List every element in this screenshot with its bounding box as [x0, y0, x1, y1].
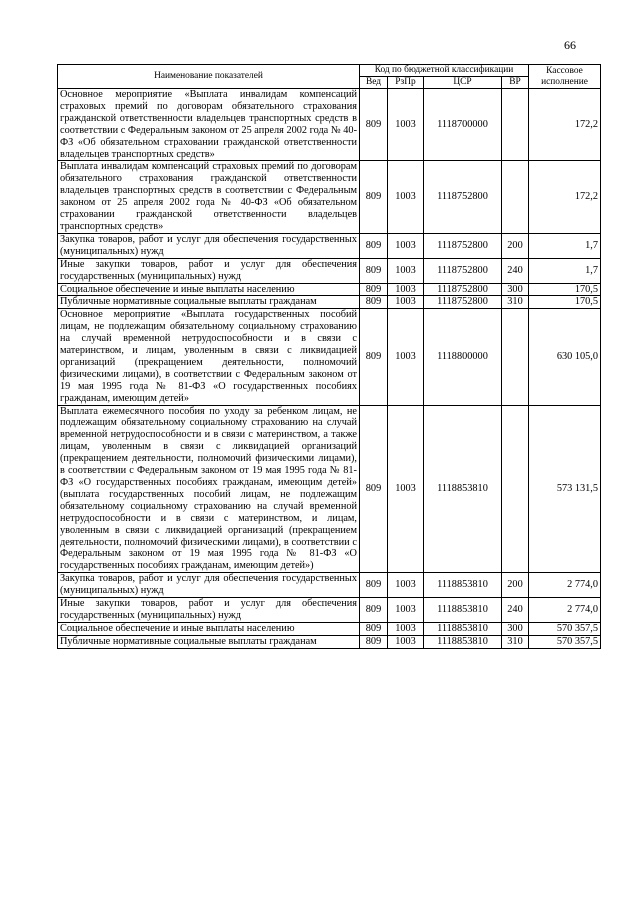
table-row [58, 622, 601, 635]
row-csr: 1118752800 [424, 161, 502, 233]
row-ved: 809 [360, 89, 388, 161]
row-name: Публичные нормативные социальные выплаты гражданам [58, 635, 360, 648]
row-name: Закупка товаров, работ и услуг для обеспечения государственных (муниципальных) нужд [58, 233, 360, 258]
row-ved: 809 [360, 635, 388, 648]
row-rzpr: 1003 [388, 598, 424, 623]
row-ved: 809 [360, 258, 388, 283]
row-rzpr: 1003 [388, 296, 424, 309]
table-header [58, 65, 601, 89]
row-amount: 170,5 [529, 283, 601, 296]
row-vr: 310 [502, 635, 529, 648]
row-name: Социальное обеспечение и иные выплаты населению [58, 283, 360, 296]
row-csr: 1118853810 [424, 598, 502, 623]
row-rzpr: 1003 [388, 89, 424, 161]
row-amount: 172,2 [529, 89, 601, 161]
row-ved: 809 [360, 283, 388, 296]
table-row [58, 296, 601, 309]
row-name: Социальное обеспечение и иные выплаты населению [58, 622, 360, 635]
row-name: Публичные нормативные социальные выплаты гражданам [58, 296, 360, 309]
row-ved: 809 [360, 309, 388, 405]
header-name: Наименование показателей [58, 65, 360, 89]
table-row [58, 233, 601, 258]
row-amount: 570 357,5 [529, 635, 601, 648]
row-csr: 1118752800 [424, 296, 502, 309]
row-vr: 200 [502, 573, 529, 598]
row-ved: 809 [360, 161, 388, 233]
row-rzpr: 1003 [388, 405, 424, 573]
row-ved: 809 [360, 296, 388, 309]
table-row [58, 89, 601, 161]
row-csr: 1118752800 [424, 258, 502, 283]
row-vr: 300 [502, 622, 529, 635]
row-name: Основное мероприятие «Выплата инвалидам компенсаций страховых премий по договорам обязательного страхования гражданской ответственности владельцев транспортных средств в соответствии с Федеральным законом от 25 апреля 2002 года № 40-ФЗ «Об обязательном страховании гражданской ответственности владельцев транспортных средств» [58, 89, 360, 161]
row-amount: 1,7 [529, 258, 601, 283]
row-amount: 1,7 [529, 233, 601, 258]
row-name: Иные закупки товаров, работ и услуг для обеспечения государственных (муниципальных) нужд [58, 258, 360, 283]
row-name: Иные закупки товаров, работ и услуг для обеспечения государственных (муниципальных) нужд [58, 598, 360, 623]
row-name: Выплата ежемесячного пособия по уходу за ребенком лицам, не подлежащим обязательному социальному страхованию на случай временной нетрудоспособности и в связи с материнством, а также лицам, уволенным в связи с ликвидацией организаций (прекращением деятельности, полномочий физическими лицами), в соответствии с Федеральным законом от 19 мая 1995 года № 81-ФЗ «О государственных пособиях гражданам, имеющим детей» (выплата государственных пособий лицам, не подлежащим обязательному социальному страхованию на случай временной нетрудоспособности и в связи с материнством, и лицам, уволенным в связи с ликвидацией организаций (прекращением деятельности, полномочий физическими лицами), в соответствии с Федеральным законом от 19 мая 1995 года № 81-ФЗ «О государственных пособиях гражданам, имеющим детей») [58, 405, 360, 573]
table-row [58, 283, 601, 296]
row-vr: 240 [502, 598, 529, 623]
row-vr: 200 [502, 233, 529, 258]
header-cash: Кассовое исполнение [529, 65, 601, 89]
row-rzpr: 1003 [388, 258, 424, 283]
table-row [58, 405, 601, 573]
header-ved: Вед [360, 77, 388, 89]
row-vr: 310 [502, 296, 529, 309]
row-amount: 2 774,0 [529, 573, 601, 598]
row-ved: 809 [360, 622, 388, 635]
row-vr: 240 [502, 258, 529, 283]
row-rzpr: 1003 [388, 309, 424, 405]
table-row [58, 635, 601, 648]
row-amount: 573 131,5 [529, 405, 601, 573]
table-row [58, 161, 601, 233]
row-ved: 809 [360, 598, 388, 623]
table-row [58, 598, 601, 623]
page-number: 66 [564, 38, 576, 52]
row-vr [502, 405, 529, 573]
row-rzpr: 1003 [388, 573, 424, 598]
header-code-group: Код по бюджетной классификации [360, 65, 529, 77]
table-row [58, 258, 601, 283]
row-rzpr: 1003 [388, 622, 424, 635]
row-vr [502, 309, 529, 405]
row-amount: 570 357,5 [529, 622, 601, 635]
row-rzpr: 1003 [388, 635, 424, 648]
budget-table [57, 64, 601, 649]
row-vr [502, 161, 529, 233]
row-csr: 1118853810 [424, 635, 502, 648]
header-csr: ЦСР [424, 77, 502, 89]
row-amount: 630 105,0 [529, 309, 601, 405]
table-row [58, 309, 601, 405]
row-rzpr: 1003 [388, 233, 424, 258]
row-name: Выплата инвалидам компенсаций страховых премий по договорам обязательного страхования гражданской ответственности владельцев транспортных средств в соответствии с Федеральным законом от 25 апреля 2002 года № 40-ФЗ «Об обязательном страховании гражданской ответственности владельцев транспортных средств» [58, 161, 360, 233]
row-name: Основное мероприятие «Выплата государственных пособий лицам, не подлежащим обязательному социальному страхованию на случай временной нетрудоспособности и в связи с материнством, и лицам, уволенным в связи с ликвидацией организаций (прекращением деятельности, полномочий физическими лицами), в соответствии с Федеральным законом от 19 мая 1995 года № 81-ФЗ «О государственных пособиях гражданам, имеющим детей» [58, 309, 360, 405]
row-csr: 1118853810 [424, 622, 502, 635]
row-ved: 809 [360, 573, 388, 598]
row-csr: 1118700000 [424, 89, 502, 161]
header-vr: ВР [502, 77, 529, 89]
row-name: Закупка товаров, работ и услуг для обеспечения государственных (муниципальных) нужд [58, 573, 360, 598]
row-rzpr: 1003 [388, 283, 424, 296]
row-vr [502, 89, 529, 161]
row-vr: 300 [502, 283, 529, 296]
table-body [58, 89, 601, 649]
row-csr: 1118800000 [424, 309, 502, 405]
table-row [58, 573, 601, 598]
row-amount: 172,2 [529, 161, 601, 233]
row-csr: 1118752800 [424, 283, 502, 296]
row-ved: 809 [360, 405, 388, 573]
row-rzpr: 1003 [388, 161, 424, 233]
row-ved: 809 [360, 233, 388, 258]
header-rzpr: РзПр [388, 77, 424, 89]
row-csr: 1118853810 [424, 405, 502, 573]
row-csr: 1118853810 [424, 573, 502, 598]
row-amount: 170,5 [529, 296, 601, 309]
row-csr: 1118752800 [424, 233, 502, 258]
row-amount: 2 774,0 [529, 598, 601, 623]
